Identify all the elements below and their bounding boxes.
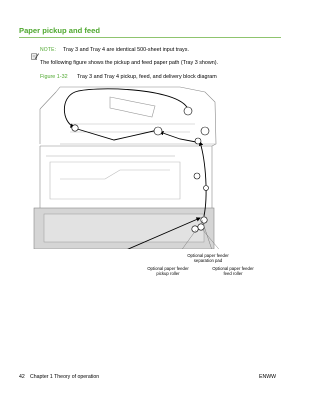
callout-separation-line-2: separation pad xyxy=(193,258,223,264)
paper-path-diagram xyxy=(30,84,242,249)
callout-separation-pad xyxy=(179,253,237,263)
callout-separation-line-1: Optional paper feeder xyxy=(187,253,229,258)
callout-pickup-line-2: pickup roller xyxy=(156,271,180,277)
title-rule xyxy=(19,37,281,38)
note-label: NOTE: xyxy=(40,47,57,53)
figure-caption: Tray 3 and Tray 4 pickup, feed, and delivery block diagram xyxy=(77,74,217,80)
chapter-title: Chapter 1 Theory of operation xyxy=(30,374,100,380)
optional-feeder-tray xyxy=(44,214,204,242)
note-icon xyxy=(31,47,39,65)
callout-feed-roller xyxy=(204,266,262,276)
vertical-paper-path xyxy=(200,142,206,216)
footer-brand: ENWW xyxy=(259,374,276,380)
middle-paper-path xyxy=(74,128,158,140)
callout-pickup-line-1: Optional paper feeder xyxy=(147,266,189,271)
figure-label: Figure 1-32 xyxy=(40,74,68,80)
top-paper-path xyxy=(64,89,188,127)
note-text: Tray 3 and Tray 4 are identical 500-sheet input trays. xyxy=(63,46,189,53)
callout-feed-line-1: Optional paper feeder xyxy=(212,266,254,271)
printer-outline xyxy=(40,87,216,208)
section-title: Paper pickup and feed xyxy=(19,26,101,35)
callout-pickup-roller xyxy=(139,266,197,276)
page-number: 42 xyxy=(19,374,25,380)
callout-feed-line-2: feed roller xyxy=(223,271,243,277)
intro-paragraph: The following figure shows the pickup and feed paper path (Tray 3 shown). xyxy=(40,60,219,66)
feed-paper-path xyxy=(160,132,196,142)
